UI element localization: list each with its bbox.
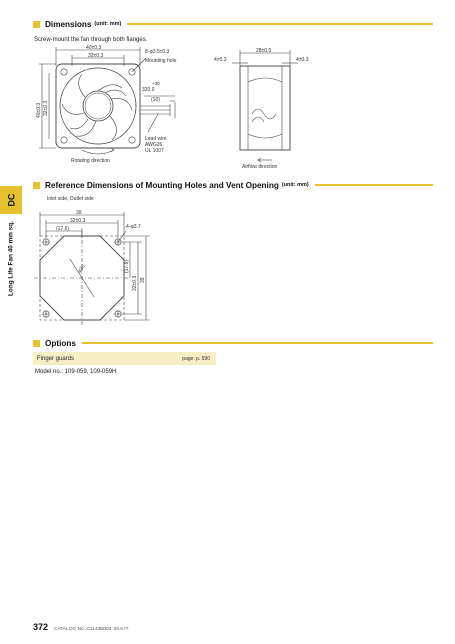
section-title: Dimensions <box>45 19 92 29</box>
side-title-text: Long Life Fan 40 mm sq. <box>7 221 15 296</box>
ref-dim-32: 32±0.3 <box>70 218 86 224</box>
ref-dia: φ38 <box>76 263 87 275</box>
catalog-number: CATALOG No. C1143B003 '25.5 IT <box>54 627 129 632</box>
fan-front-view <box>30 44 200 168</box>
page-number: 372 <box>33 622 49 632</box>
section-title: Reference Dimensions of Mounting Holes and Vent Opening <box>45 180 279 190</box>
option-page-link[interactable]: page: p. 590 <box>182 355 210 362</box>
heading-square-icon <box>33 340 40 347</box>
heading-square-icon <box>33 182 40 189</box>
section-title: Options <box>45 338 76 348</box>
ref-hole: 4-φ3.7 <box>126 224 141 230</box>
dim-4-right: 4±0.3 <box>296 57 309 63</box>
dim-32-top: 32±0.3 <box>88 53 104 59</box>
lead-ten: (10) <box>151 97 160 103</box>
section-dimensions-heading <box>33 18 433 30</box>
dim-28: 28±0.5 <box>256 48 272 54</box>
mounting-holes-drawing <box>30 203 170 329</box>
model-numbers: Model no.: 109-059, 109-059H <box>35 369 117 375</box>
lead-wire-label-2: AWG26 <box>145 142 163 148</box>
mounting-hole-dim: 8-φ3.5±0.3 <box>145 49 170 55</box>
ref-dim-39: 39 <box>76 210 82 216</box>
mounting-hole-label: Mounting hole <box>145 58 177 64</box>
page-footer <box>33 622 129 632</box>
heading-square-icon <box>33 21 40 28</box>
option-name: Finger guards <box>37 355 75 362</box>
section-unit: (unit: mm) <box>281 182 309 188</box>
section-unit: (unit: mm) <box>94 21 122 27</box>
lead-wire-label-3: UL 1007 <box>145 148 164 154</box>
option-row-finger-guards[interactable] <box>33 352 216 365</box>
lead-wire-label-1: Lead wire <box>145 136 167 142</box>
heading-rule <box>315 184 433 186</box>
lead-length: 320 0 <box>142 87 155 93</box>
section-options-heading <box>33 337 433 349</box>
ref-dim-17-6: (17.6) <box>56 226 70 232</box>
lead-length-tol: +30 <box>152 81 160 86</box>
dim-4-left: 4±0.3 <box>214 57 227 63</box>
ref-v-32: 32±0.3 <box>132 275 138 291</box>
heading-rule <box>127 23 433 25</box>
section-subtitle: Screw-mount the fan through both flanges. <box>34 37 148 43</box>
airflow-direction: Airflow direction <box>242 164 278 168</box>
side-tab-label: DC <box>6 193 16 207</box>
rotating-direction: Rotating direction <box>71 158 110 164</box>
dim-40-left: 40±0.3 <box>36 102 42 118</box>
fan-side-view <box>212 44 322 168</box>
ref-v-39: 39 <box>140 277 146 283</box>
ref-v-17-6: (17.6) <box>124 259 130 273</box>
dim-40-top: 40±0.3 <box>86 45 102 51</box>
heading-rule <box>82 342 433 344</box>
section-reference-heading <box>33 179 433 191</box>
dim-32-left: 32±0.3 <box>43 100 49 116</box>
section-subtitle: Inlet side, Outlet side <box>47 196 94 202</box>
